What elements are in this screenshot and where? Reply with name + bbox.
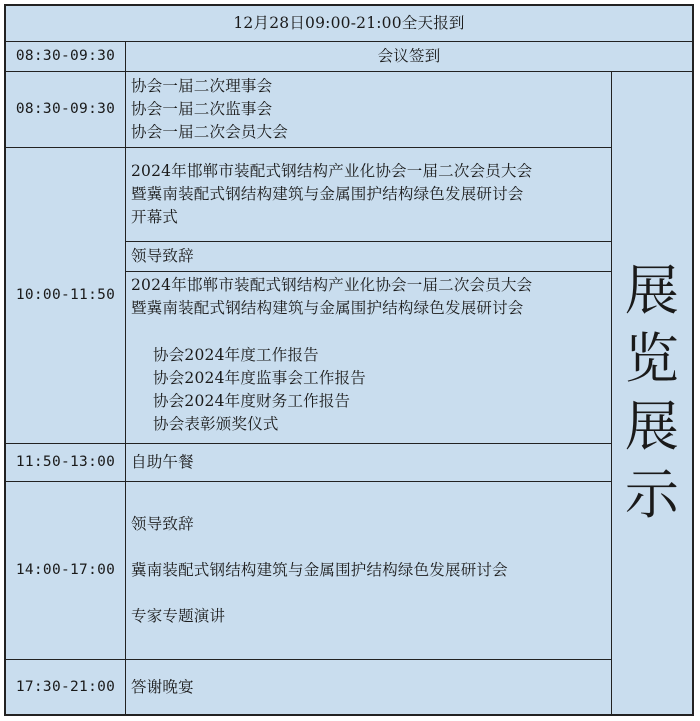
header-title: 12月28日09:00-21:00全天报到 xyxy=(233,14,465,32)
exhibition-char: 示 xyxy=(624,463,680,526)
activity-cell xyxy=(126,660,612,714)
activity-line: 协会一届二次理事会 xyxy=(131,77,273,95)
activity-line: 领导致辞 xyxy=(131,247,194,265)
report-item: 协会表彰颁奖仪式 xyxy=(153,415,279,433)
schedule-table xyxy=(4,4,694,716)
schedule-header xyxy=(6,6,692,42)
report-item: 协会2024年度监事会工作报告 xyxy=(153,369,366,387)
activity-line: 2024年邯郸市装配式钢结构产业化协会一届二次会员大会 xyxy=(131,162,533,180)
report-item: 协会2024年度财务工作报告 xyxy=(153,392,351,410)
activity-label: 自助午餐 xyxy=(131,453,194,471)
time-label: 17:30-21:00 xyxy=(15,678,116,695)
activity-line: 协会一届二次监事会 xyxy=(131,100,273,118)
activity-cell xyxy=(126,42,692,72)
time-label: 10:00-11:50 xyxy=(15,287,116,303)
time-label: 11:50-13:00 xyxy=(15,454,116,470)
exhibition-column xyxy=(612,72,692,714)
activity-line: 领导致辞 xyxy=(131,515,194,533)
activity-line: 开幕式 xyxy=(131,208,179,226)
activity-line: 协会一届二次会员大会 xyxy=(131,123,289,141)
activity-line: 冀南装配式钢结构建筑与金属围护结构绿色发展研讨会 xyxy=(131,561,508,579)
activity-line: 2024年邯郸市装配式钢结构产业化协会一届二次会员大会 xyxy=(131,276,533,294)
activity-cell xyxy=(126,242,612,272)
activity-label: 答谢晚宴 xyxy=(131,677,194,696)
activity-cell xyxy=(126,148,612,242)
activity-cell xyxy=(126,272,612,444)
activity-cell xyxy=(126,482,612,660)
time-cell xyxy=(6,72,126,148)
time-label: 08:30-09:30 xyxy=(15,48,116,64)
time-label: 14:00-17:00 xyxy=(15,562,116,578)
time-cell xyxy=(6,42,126,72)
exhibition-char: 展 xyxy=(624,259,680,322)
activity-cell xyxy=(126,444,612,482)
activity-label: 会议签到 xyxy=(377,47,441,65)
time-cell xyxy=(6,482,126,660)
activity-line: 暨冀南装配式钢结构建筑与金属围护结构绿色发展研讨会 xyxy=(131,299,524,317)
exhibition-char: 展 xyxy=(624,395,680,458)
activity-cell xyxy=(126,72,612,148)
activity-line: 专家专题演讲 xyxy=(131,607,226,625)
report-item: 协会2024年度工作报告 xyxy=(153,346,319,364)
time-label: 08:30-09:30 xyxy=(15,101,116,117)
time-cell xyxy=(6,148,126,444)
activity-line: 暨冀南装配式钢结构建筑与金属围护结构绿色发展研讨会 xyxy=(131,185,524,203)
exhibition-char: 览 xyxy=(624,327,680,390)
time-cell xyxy=(6,444,126,482)
time-cell xyxy=(6,660,126,714)
